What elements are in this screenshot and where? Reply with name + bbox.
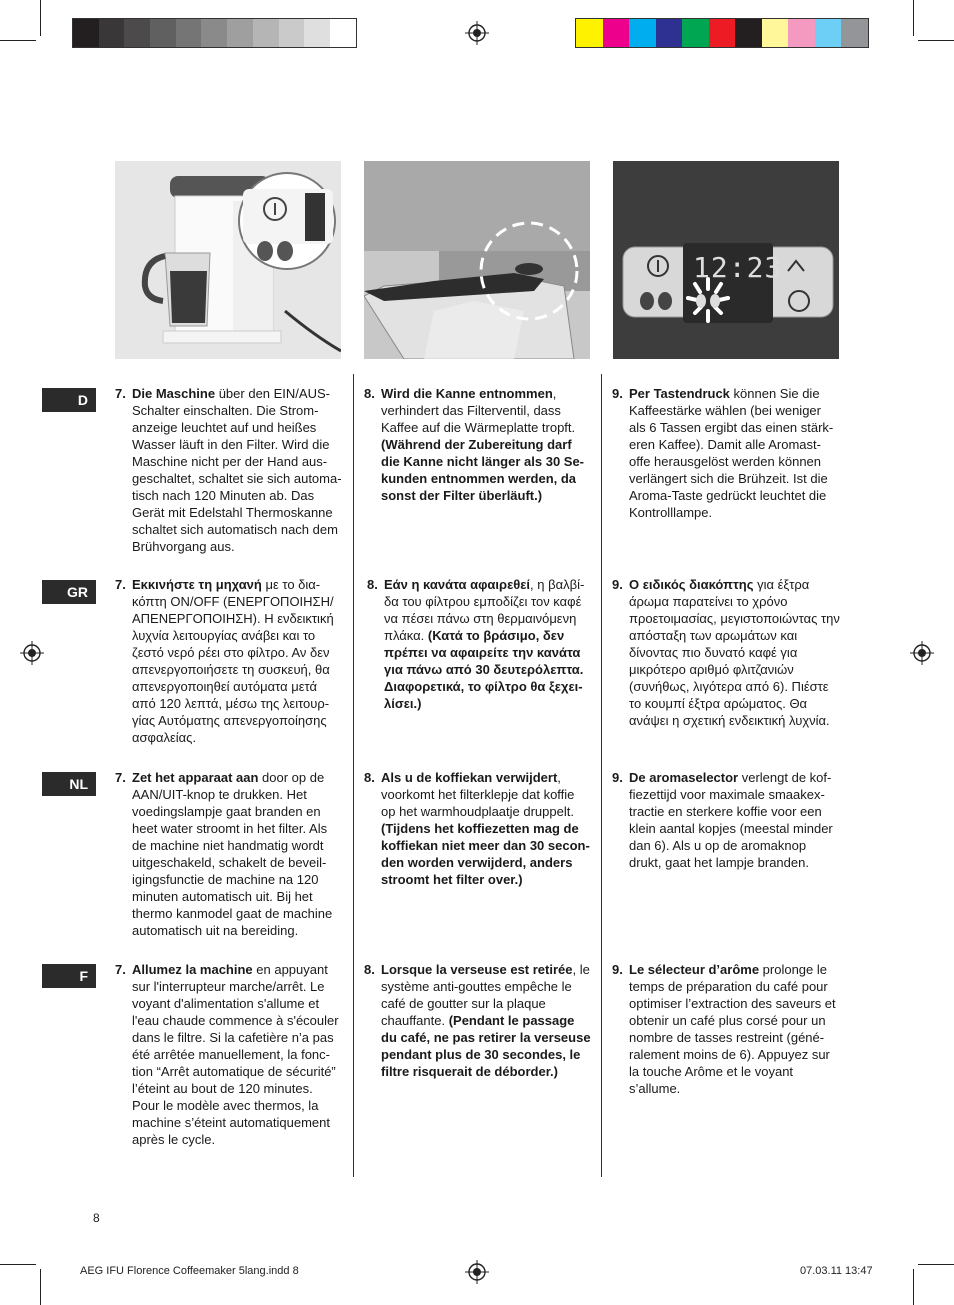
crop-mark: [40, 0, 41, 36]
language-tab-gr: GR: [42, 580, 96, 604]
registration-mark-icon: [465, 1260, 489, 1284]
crop-mark: [918, 1264, 954, 1265]
color-swatch: [735, 19, 762, 47]
color-swatch: [576, 19, 603, 47]
page-number: 8: [93, 1211, 100, 1225]
gray-swatch: [201, 19, 227, 47]
color-swatch: [815, 19, 842, 47]
gray-swatch: [124, 19, 150, 47]
step-nl-7: 7. Zet het apparaat aan door op de AAN/UIT-knop te drukken. Het voedingslampje gaat branden en heet water stroomt in het filter. Als de machine niet handmatig wordt uitgeschakeld, schakelt de beveil-igingsfunctie de machine na 120 minuten automatisch uit. Bij het thermo kanmodel gaat de machine automatisch uit na bereiding.: [115, 770, 333, 938]
step-f-8: 8. Lorsque la verseuse est retirée, le système anti-gouttes empêche le café de goutter sur la plaque chauffante. (Pendant le passage du café, ne pas retirer la verseuse pendant plus de 30 secondes, le filtre risquerait de déborder.): [364, 962, 591, 1079]
step-d-9: 9. Per Tastendruck können Sie die Kaffeestärke wählen (bei weniger als 6 Tassen ergibt das einen stärk-eren Kaffee). Damit alle Aromast-offe herausgelöst werden können verlängert sich die Brühzeit. Ist die Aroma-Taste gedrückt leuchtet die Kontrolllampe.: [612, 386, 834, 520]
footer-file-info: AEG IFU Florence Coffeemaker 5lang.indd 8: [80, 1265, 299, 1277]
color-swatch: [788, 19, 815, 47]
crop-mark: [0, 1264, 36, 1265]
step-d-8: 8. Wird die Kanne entnommen, verhindert das Filterventil, dass Kaffee auf die Wärmeplatte tropft. (Während der Zubereitung darf die Kanne nicht länger als 30 Se-kunden entnommen werden, da sonst der Filter überläuft.): [364, 386, 585, 503]
carafe-removal-illustration: [364, 161, 590, 359]
step-d-7: 7. Die Maschine über den EIN/AUS-Schalter einschalten. Die Strom-anzeige leuchtet auf und heißes Wasser läuft in den Filter. Wird die Maschine nicht per der Hand aus-geschaltet, schaltet sie sich automa-tisch nach 120 Minuten ab. Das Gerät mit Edelstahl Thermoskanne schaltet sich automatisch nach dem Brühvorgang aus.: [115, 386, 342, 554]
gray-swatch: [227, 19, 253, 47]
step-gr-9: 9. Ο ειδικός διακόπτης για έξτρα άρωμα παρατείνει το χρόνο προετοιμασίας, μεγιστοποιώντας την απόσταξη των αρωμάτων και δίνοντας πιο δυνατό καφέ για μικρότερο αριθμό φλιτζανιών (συνήθως, λιγότερα από 6). Πιέστε το κουμπί έξτρα αρώματος. Θα ανάψει η σχετική ενδεικτική λυχνία.: [612, 577, 840, 728]
color-swatch: [762, 19, 789, 47]
color-swatch: [841, 19, 868, 47]
step-nl-9: 9. De aromaselector verlengt de kof-fiezettijd voor maximale smaakex-tractie en sterkere koffie voor een klein aantal kopjes (meestal minder dan 6). Als u op de aromaknop drukt, gaat het lampje branden.: [612, 770, 833, 870]
gray-swatch: [253, 19, 279, 47]
language-tab-nl: NL: [42, 772, 96, 796]
color-swatch: [682, 19, 709, 47]
step-gr-8: 8. Εάν η κανάτα αφαιρεθεί, η βαλβί-δα του φίλτρου εμποδίζει τον καφέ να πέσει πάνω στη θερμαινόμενη πλάκα. (Κατά το βράσιμο, δεν πρέπει να αφαιρείτε την κανάτα για πάνω από 30 δευτερόλεπτα. Διαφορετικά, το φίλτρο θα ξεχει-λίσει.): [367, 577, 585, 711]
gray-swatch: [279, 19, 305, 47]
color-swatch: [656, 19, 683, 47]
gray-swatch: [304, 19, 330, 47]
step-nl-8: 8. Als u de koffiekan verwijdert, voorkomt het filterklepje dat koffie op het warmhoudplaatje druppelt. (Tijdens het koffiezetten mag de koffiekan niet meer dan 30 secon-den worden verwijderd, anders stroomt het filter over.): [364, 770, 590, 887]
language-tab-fr: F: [42, 964, 96, 988]
crop-mark: [918, 40, 954, 41]
step-gr-7: 7. Εκκινήστε τη μηχανή με το δια-κόπτη ON/OFF (ΕΝΕΡΓΟΠΟΙΗΣΗ/ ΑΠΕΝΕΡΓΟΠΟΙΗΣΗ). Η ενδεικτική λυχνία λειτουργίας ανάβει και το ζεστό νερό ρέει στο φίλτρο. Αν δεν απενεργοποιήσετε τη συσκευή, θα απενεργοποιηθεί αυτόματα μετά από 120 λεπτά, μέσω της λειτουρ-γίας Αυτόματης απενεργοποίησης ασφαλείας.: [115, 577, 334, 745]
gray-swatch: [150, 19, 176, 47]
gray-swatch: [73, 19, 99, 47]
language-tab-de: D: [42, 388, 96, 412]
gray-swatch: [330, 19, 356, 47]
column-divider: [601, 374, 602, 1177]
crop-mark: [40, 1269, 41, 1305]
registration-mark-icon: [910, 641, 934, 665]
step-f-9: 9. Le sélecteur d’arôme prolonge le temps de préparation du café pour optimiser l’extraction des saveurs et obtenir un café plus corsé pour un nombre de tasses restreint (géné-ralement moins de 6). Appuyez sur la touche Arôme et le voyant s’allume.: [612, 962, 836, 1096]
gray-swatch: [99, 19, 125, 47]
coffee-machine-illustration: [115, 161, 341, 359]
color-swatch: [629, 19, 656, 47]
color-swatch: [709, 19, 736, 47]
grayscale-calibration-bar: [72, 18, 357, 48]
color-calibration-bar: [575, 18, 869, 48]
step-f-7: 7. Allumez la machine en appuyant sur l'interrupteur marche/arrêt. Le voyant d'alimentation s'allume et l'eau chaude commence à s'écouler dans le filtre. Si la cafetière n’a pas été arrêtée manuellement, la fonc-tion “Arrêt automatique de sécurité” l’éteint au bout de 120 minutes. Pour le modèle avec thermos, la machine s’éteint automatiquement après le cycle.: [115, 962, 339, 1147]
control-panel-illustration: [613, 161, 839, 359]
crop-mark: [913, 1269, 914, 1305]
registration-mark-icon: [465, 21, 489, 45]
crop-mark: [0, 40, 36, 41]
crop-mark: [913, 0, 914, 36]
gray-swatch: [176, 19, 202, 47]
clock-display: 12:23: [693, 251, 783, 284]
color-swatch: [603, 19, 630, 47]
footer-date: 07.03.11 13:47: [800, 1265, 873, 1277]
registration-mark-icon: [20, 641, 44, 665]
column-divider: [353, 374, 354, 1177]
